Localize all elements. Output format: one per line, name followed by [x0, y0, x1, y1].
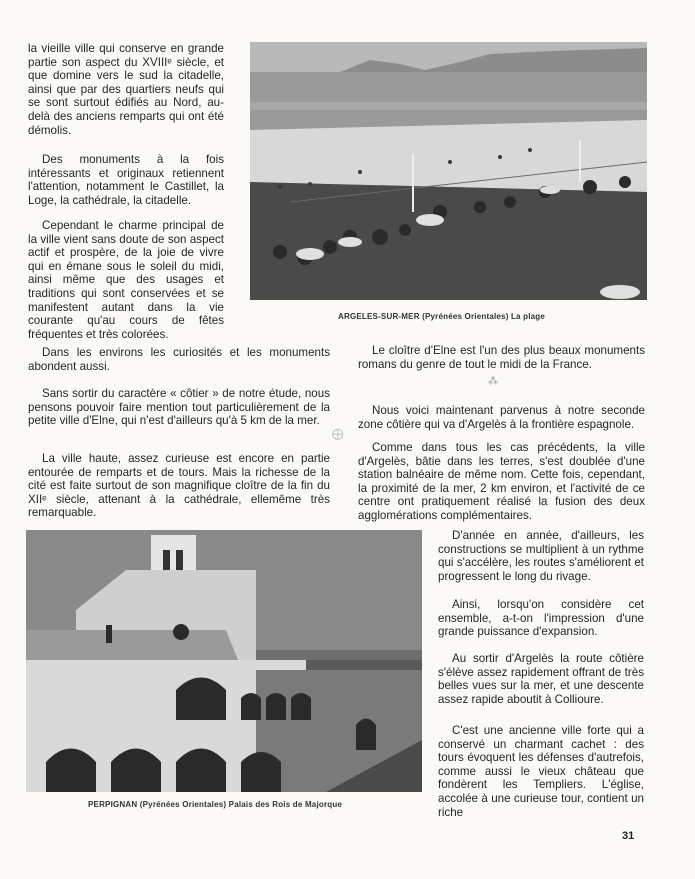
paragraph-seconde-zone: Nous voici maintenant parvenus à notre seconde zone côtière qui va d'Argelès à la frontière espagnole. — [358, 404, 645, 431]
paragraph-argeles: Comme dans tous les cas précédents, la ville d'Argelès, bâtie dans les terres, s'est doublée d'une station balnéaire de même nom. Cette fois, cependant, la proximité de la mer, 2 km environ, et l'activité de ce centre ont pratiquement réalisé la fusion des deux agglomérations complémentaires. — [358, 441, 645, 522]
section-ornament: ⁂ — [488, 376, 498, 387]
library-stamp: ⊕ — [330, 424, 346, 445]
paragraph-vieille-ville: la vieille ville qui conserve en grande partie son aspect du XVIIIᵉ siècle, et que domine vers le sud la citadelle, ainsi que par des quartiers neufs qui se sont surtout édifiés au Nord, au-delà des anciens remparts qui ont été démolis. — [28, 42, 224, 137]
palace-image — [26, 530, 422, 792]
paragraph-monuments: Des monuments à la fois intéressants et originaux retiennent l'attention, notamment le Castillet, la Loge, la cathédrale, la citadelle. — [28, 153, 224, 207]
beach-image — [250, 42, 647, 300]
paragraph-annee: D'année en année, d'ailleurs, les constructions se multiplient à un rythme qui s'accélère, les routes s'améliorent et progressent le long du rivage. — [438, 529, 644, 583]
paragraph-ville-haute: La ville haute, assez curieuse est encore en partie entourée de remparts et de tours. Mais la richesse de la cité est faite surtout de son magnifique cloître de la fin du XIIᵉ siècle, attenant à la cathédrale, ellemême très remarquable. — [28, 452, 330, 520]
paragraph-ensemble: Ainsi, lorsqu'on considère cet ensemble, a-t-on l'impression d'une grande puissance d'expansion. — [438, 598, 644, 639]
caption-perpignan: PERPIGNAN (Pyrénées Orientales) Palais des Rois de Majorque — [88, 800, 343, 809]
paragraph-route-cotiere: Au sortir d'Argelès la route côtière s'élève assez rapidement offrant de très belles vues sur la mer, et une descente assez rapide aboutit à Collioure. — [438, 652, 644, 706]
page-number: 31 — [622, 830, 635, 842]
paragraph-charme: Cependant le charme principal de la ville vient sans doute de son aspect actif et prospère, de la joie de vivre qui en émane sous le soleil du midi, ainsi même que des usages et traditions qui sont conservées et se manifestent autant dans la vie courante qu'au cours de fêtes fréquentes et très colorées. — [28, 219, 224, 341]
paragraph-cloitre: Le cloître d'Elne est l'un des plus beaux monuments romans du genre de tout le midi de la France. — [358, 344, 645, 371]
photo-argeles-beach — [250, 42, 647, 300]
caption-argeles: ARGELES-SUR-MER (Pyrénées Orientales) La plage — [338, 312, 546, 321]
paragraph-collioure: C'est une ancienne ville forte qui a conservé un charmant cachet : des tours évoquent les défenses d'autrefois, comme aussi le vieux château que fondèrent les Templiers. L'église, accolée à une curieuse tour, contient un riche — [438, 724, 644, 819]
paragraph-elne: Sans sortir du caractère « côtier » de notre étude, nous pensons pouvoir faire mention tout particulièrement de la petite ville d'Elne, qui n'est d'ailleurs qu'à 5 km de la mer. — [28, 387, 330, 428]
photo-perpignan-palace — [26, 530, 422, 792]
paragraph-environs: Dans les environs les curiosités et les monuments abondent aussi. — [28, 346, 330, 373]
